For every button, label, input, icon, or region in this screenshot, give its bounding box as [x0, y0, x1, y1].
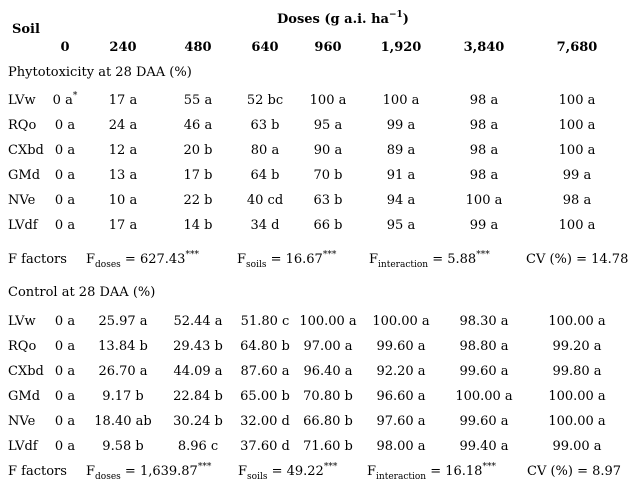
table-cell: 14 b: [183, 218, 213, 233]
f-interaction-sub: interaction: [378, 260, 429, 270]
f-soils-value: = 16.67: [266, 252, 323, 267]
table-cell: 92.20 a: [376, 364, 426, 379]
dose-header-1920: 1,920: [380, 40, 422, 55]
table-cell: 100 a: [558, 118, 596, 133]
table-cell: 34 d: [250, 218, 280, 233]
table-cell: 17 a: [108, 218, 138, 233]
table-cell: 95 a: [313, 118, 343, 133]
table-cell: 99.80 a: [552, 364, 602, 379]
f-doses-sub: doses: [95, 260, 121, 270]
cell-dose-0: [55, 364, 75, 380]
table-cell: 100 a: [558, 218, 596, 233]
f-doses-sig: ***: [185, 250, 199, 260]
soil-label: CXbd: [8, 364, 44, 379]
table-cell: 66 b: [313, 218, 343, 233]
dose-header-480: 480: [184, 40, 212, 55]
table-cell: 100 a: [558, 143, 596, 158]
table-cell: 13.84 b: [98, 339, 148, 354]
table-cell: 99 a: [386, 118, 416, 133]
cell-value: 0 a: [54, 218, 76, 233]
table-cell: 95 a: [386, 218, 416, 233]
table-cell: 98 a: [469, 168, 499, 183]
cell-value: 0 a: [54, 143, 76, 158]
soil-label: NVe: [8, 193, 36, 208]
table-cell: 100 a: [558, 93, 596, 108]
soil-label: RQo: [8, 118, 37, 133]
table-cell: 24 a: [108, 118, 138, 133]
table-cell: 99.60 a: [459, 364, 509, 379]
table-cell: 100.00 a: [548, 314, 606, 329]
table-cell: 100.00 a: [455, 389, 513, 404]
cell-value: 0 a: [54, 439, 76, 454]
table-cell: 98.30 a: [459, 314, 509, 329]
cell-value: 0 a: [54, 168, 76, 183]
soil-label: LVw: [8, 93, 36, 108]
table-cell: 89 a: [386, 143, 416, 158]
soil-label: LVdf: [8, 218, 38, 233]
table-cell: 98 a: [469, 143, 499, 158]
table-cell: 100.00 a: [299, 314, 357, 329]
f-factors-label: F factors: [8, 252, 67, 267]
table-cell: 99.60 a: [376, 339, 426, 354]
table-cell: 98 a: [469, 93, 499, 108]
table-cell: 30.24 b: [173, 414, 223, 429]
doses-title-exponent: −1: [388, 10, 403, 20]
table-cell: 87.60 a: [240, 364, 290, 379]
table-cell: 98 a: [562, 193, 592, 208]
f-interaction-value: = 16.18: [426, 464, 483, 479]
table-cell: 91 a: [386, 168, 416, 183]
f-doses: $F_{doses} = 1,639.87^{***}$: [86, 462, 212, 482]
table-cell: 17 a: [108, 93, 138, 108]
cell-dose-0: [55, 414, 75, 430]
table-cell: 97.60 a: [376, 414, 426, 429]
table-cell: 25.97 a: [98, 314, 148, 329]
table-cell: 99.60 a: [459, 414, 509, 429]
dose-header-7680: 7,680: [556, 40, 598, 55]
table-cell: 64.80 b: [240, 339, 290, 354]
f-doses-sig: ***: [197, 462, 212, 472]
table-cell: 9.17 b: [102, 389, 144, 404]
soil-label: GMd: [8, 389, 41, 404]
dose-header-3840: 3,840: [463, 40, 505, 55]
cell-value: 0 a: [54, 389, 76, 404]
table-cell: 96.40 a: [303, 364, 353, 379]
f-interaction-value: = 5.88: [428, 252, 477, 267]
table-cell: 32.00 d: [240, 414, 290, 429]
table-cell: 66.80 b: [303, 414, 353, 429]
f-doses-value: = 1,639.87: [120, 464, 198, 479]
soil-label: RQo: [8, 339, 37, 354]
table-cell: 98.80 a: [459, 339, 509, 354]
table-cell: 98.00 a: [376, 439, 426, 454]
f-interaction: $F_{interaction} = 16.18^{***}$: [367, 462, 496, 482]
table-cell: 90 a: [313, 143, 343, 158]
f-doses-sub: doses: [95, 472, 121, 482]
f-soils: $F_{soils} = 16.67^{***}$: [237, 250, 337, 270]
cell-dose-0: [55, 118, 75, 134]
footnote-mark: *: [72, 91, 78, 101]
f-doses: $F_{doses} = 627.43^{***}$: [86, 250, 199, 270]
f-soils-value: = 49.22: [267, 464, 324, 479]
table-cell: 46 a: [183, 118, 213, 133]
table-cell: 100 a: [465, 193, 503, 208]
table-cell: 100.00 a: [548, 414, 606, 429]
table-cell: 100.00 a: [372, 314, 430, 329]
doses-title: [277, 12, 409, 28]
cv-value: CV (%) = 8.97: [527, 464, 622, 479]
cell-dose-0: [55, 143, 75, 159]
f-soils-sig: ***: [323, 462, 338, 472]
table-cell: 20 b: [183, 143, 213, 158]
table-cell: 8.96 c: [177, 439, 219, 454]
table-cell: 9.58 b: [102, 439, 144, 454]
dose-header-0: 0: [60, 40, 70, 55]
table-cell: 98 a: [469, 118, 499, 133]
table-cell: 99.20 a: [552, 339, 602, 354]
cell-dose-0: [55, 339, 75, 355]
table-cell: 13 a: [108, 168, 138, 183]
section-title-control: Control at 28 DAA (%): [8, 285, 156, 300]
f-interaction-sig: ***: [476, 250, 490, 260]
table-cell: 99.00 a: [552, 439, 602, 454]
table-cell: 12 a: [108, 143, 138, 158]
doses-title-text: Doses (g a.i. ha: [277, 12, 389, 27]
cell-dose-0: [55, 439, 75, 455]
table-cell: 29.43 b: [173, 339, 223, 354]
table-cell: 17 b: [183, 168, 213, 183]
table-cell: 63 b: [250, 118, 280, 133]
table-cell: 52 bc: [246, 93, 284, 108]
table-cell: 70 b: [313, 168, 343, 183]
soil-header: Soil: [12, 22, 40, 37]
table-cell: 99.40 a: [459, 439, 509, 454]
f-soils: $F_{soils} = 49.22^{***}$: [238, 462, 338, 482]
cell-value: 0 a: [54, 364, 76, 379]
cell-dose-0: [53, 93, 78, 109]
table-cell: 44.09 a: [173, 364, 223, 379]
dose-header-960: 960: [314, 40, 342, 55]
table-cell: 99 a: [562, 168, 592, 183]
cell-dose-0: [55, 168, 75, 184]
table-cell: 10 a: [108, 193, 138, 208]
cell-dose-0: [55, 218, 75, 234]
table-cell: 80 a: [250, 143, 280, 158]
cell-dose-0: [55, 314, 75, 330]
table-cell: 63 b: [313, 193, 343, 208]
cell-value: 0 a: [54, 118, 76, 133]
table-cell: 52.44 a: [173, 314, 223, 329]
table-cell: 99 a: [469, 218, 499, 233]
dose-header-640: 640: [251, 40, 279, 55]
table-cell: 94 a: [386, 193, 416, 208]
cell-value: 0 a: [54, 339, 76, 354]
soil-label: LVw: [8, 314, 36, 329]
table-cell: 71.60 b: [303, 439, 353, 454]
cell-value: 0 a: [54, 314, 76, 329]
f-interaction: $F_{interaction} = 5.88^{***}$: [369, 250, 490, 270]
f-soils-sig: ***: [322, 250, 337, 260]
f-interaction-sub: interaction: [376, 472, 427, 482]
section-title-phytotoxicity: Phytotoxicity at 28 DAA (%): [8, 65, 192, 80]
table-cell: 97.00 a: [303, 339, 353, 354]
table-cell: 22 b: [183, 193, 213, 208]
table-cell: 96.60 a: [376, 389, 426, 404]
dose-header-240: 240: [109, 40, 137, 55]
table-cell: 26.70 a: [98, 364, 148, 379]
table-cell: 22.84 b: [173, 389, 223, 404]
table-cell: 100 a: [382, 93, 420, 108]
table-cell: 100.00 a: [548, 389, 606, 404]
f-interaction-sig: ***: [482, 462, 496, 472]
table-cell: 55 a: [183, 93, 213, 108]
cell-value: 0 a: [52, 93, 73, 108]
table-cell: 64 b: [250, 168, 280, 183]
cell-value: 0 a: [54, 193, 76, 208]
soil-label: CXbd: [8, 143, 44, 158]
f-doses-value: = 627.43: [120, 252, 186, 267]
cell-value: 0 a: [54, 414, 76, 429]
f-factors-label: F factors: [8, 464, 67, 479]
f-soils-sub: soils: [247, 472, 268, 482]
cv-value: CV (%) = 14.78: [526, 252, 629, 267]
table-cell: 40 cd: [246, 193, 284, 208]
table-cell: 100 a: [309, 93, 347, 108]
f-soils-sub: soils: [246, 260, 267, 270]
soil-label: GMd: [8, 168, 41, 183]
table-cell: 70.80 b: [303, 389, 353, 404]
soil-label: NVe: [8, 414, 36, 429]
table-cell: 18.40 ab: [94, 414, 152, 429]
cell-dose-0: [55, 193, 75, 209]
cell-dose-0: [55, 389, 75, 405]
table-cell: 37.60 d: [240, 439, 290, 454]
table-cell: 65.00 b: [240, 389, 290, 404]
doses-title-close: ): [402, 12, 409, 27]
soil-label: LVdf: [8, 439, 38, 454]
table-cell: 51.80 c: [240, 314, 290, 329]
